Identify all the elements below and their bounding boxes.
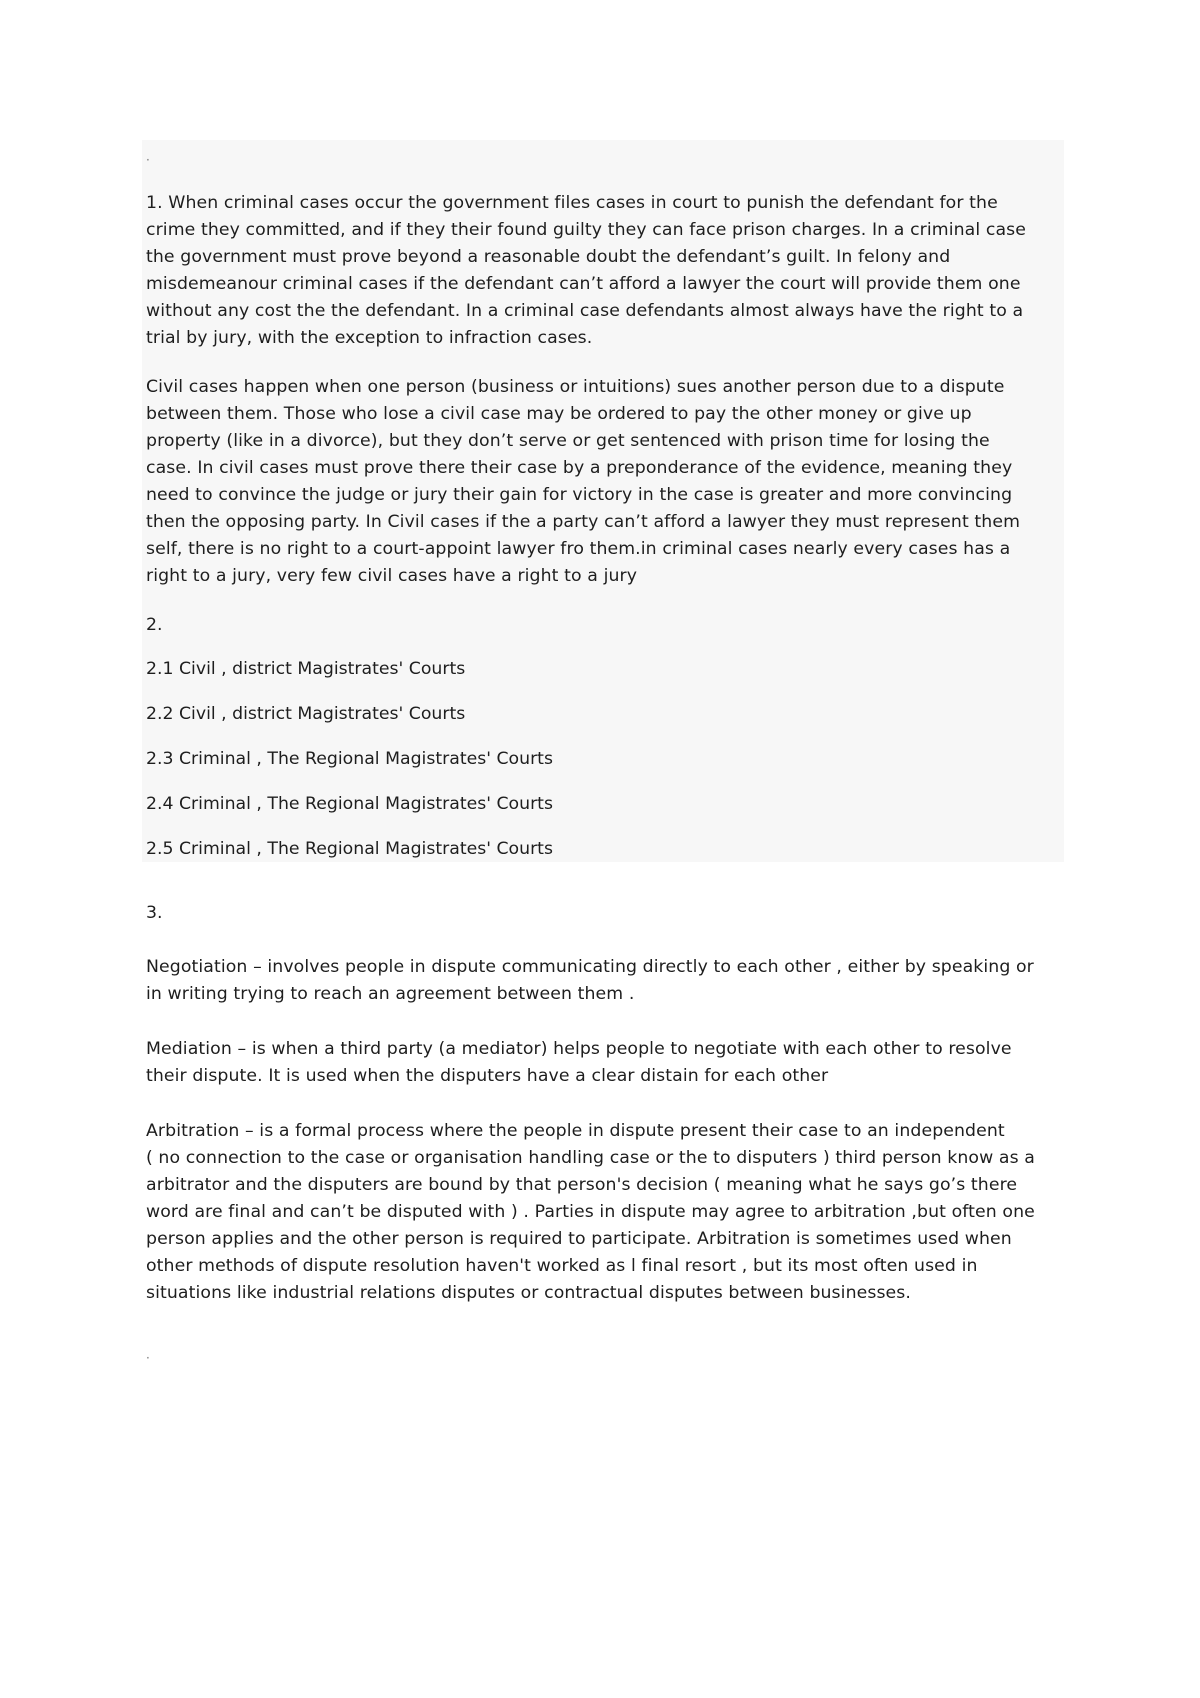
text-line: right to a jury, very few civil cases have a right to a jury bbox=[146, 566, 638, 586]
text-line: property (like in a divorce), but they don’t serve or get sentenced with prison time for losing the bbox=[146, 431, 990, 451]
q1-civil-paragraph bbox=[146, 374, 1066, 590]
q2-item: 2.3 Criminal , The Regional Magistrates' Courts bbox=[146, 749, 553, 769]
q2-item: 2.1 Civil , district Magistrates' Courts bbox=[146, 659, 466, 679]
q3-heading: 3. bbox=[146, 903, 163, 923]
q2-item: 2.2 Civil , district Magistrates' Courts bbox=[146, 704, 466, 724]
text-line: arbitrator and the disputers are bound by that person's decision ( meaning what he says go’s there bbox=[146, 1175, 1018, 1195]
q3-arbitration-paragraph bbox=[146, 1118, 1066, 1307]
text-line: Negotiation – involves people in dispute communicating directly to each other , either by speaking or bbox=[146, 957, 1034, 977]
q2-heading: 2. bbox=[146, 615, 163, 635]
text-line: crime they committed, and if they their found guilty they can face prison charges. In a criminal case bbox=[146, 220, 1026, 240]
q2-item: 2.4 Criminal , The Regional Magistrates' Courts bbox=[146, 794, 553, 814]
q3-mediation-paragraph bbox=[146, 1036, 1066, 1090]
text-line: the government must prove beyond a reasonable doubt the defendant’s guilt. In felony and bbox=[146, 247, 951, 267]
q2-item: 2.5 Criminal , The Regional Magistrates' Courts bbox=[146, 839, 553, 859]
text-line: their dispute. It is used when the disputers have a clear distain for each other bbox=[146, 1066, 829, 1086]
text-line: Arbitration – is a formal process where the people in dispute present their case to an independent bbox=[146, 1121, 1005, 1141]
text-line: word are final and can’t be disputed with ) . Parties in dispute may agree to arbitration ,but often one bbox=[146, 1202, 1035, 1222]
text-line: then the opposing party. In Civil cases if the a party can’t afford a lawyer they must represent them bbox=[146, 512, 1021, 532]
text-line: 1. When criminal cases occur the government files cases in court to punish the defendant for the bbox=[146, 193, 998, 213]
text-line: between them. Those who lose a civil case may be ordered to pay the other money or give up bbox=[146, 404, 972, 424]
text-line: situations like industrial relations disputes or contractual disputes between businesses. bbox=[146, 1283, 911, 1303]
bottom-marker: · bbox=[146, 1351, 150, 1365]
text-line: in writing trying to reach an agreement between them . bbox=[146, 984, 635, 1004]
top-marker: · bbox=[146, 153, 150, 167]
text-line: self, there is no right to a court-appoint lawyer fro them.in criminal cases nearly every cases has a bbox=[146, 539, 1011, 559]
text-line: misdemeanour criminal cases if the defendant can’t afford a lawyer the court will provide them one bbox=[146, 274, 1021, 294]
text-line: case. In civil cases must prove there their case by a preponderance of the evidence, meaning they bbox=[146, 458, 1013, 478]
text-line: person applies and the other person is required to participate. Arbitration is sometimes used when bbox=[146, 1229, 1012, 1249]
text-line: need to convince the judge or jury their gain for victory in the case is greater and more convincing bbox=[146, 485, 1013, 505]
text-line: trial by jury, with the exception to infraction cases. bbox=[146, 328, 593, 348]
text-line: other methods of dispute resolution haven't worked as l final resort , but its most often used in bbox=[146, 1256, 978, 1276]
text-line: Civil cases happen when one person (business or intuitions) sues another person due to a dispute bbox=[146, 377, 1005, 397]
text-line: Mediation – is when a third party (a mediator) helps people to negotiate with each other to resolve bbox=[146, 1039, 1012, 1059]
text-line: ( no connection to the case or organisation handling case or the to disputers ) third person know as a bbox=[146, 1148, 1035, 1168]
q1-criminal-paragraph bbox=[146, 190, 1066, 352]
q3-negotiation-paragraph bbox=[146, 954, 1066, 1008]
text-line: without any cost the the defendant. In a criminal case defendants almost always have the right to a bbox=[146, 301, 1024, 321]
